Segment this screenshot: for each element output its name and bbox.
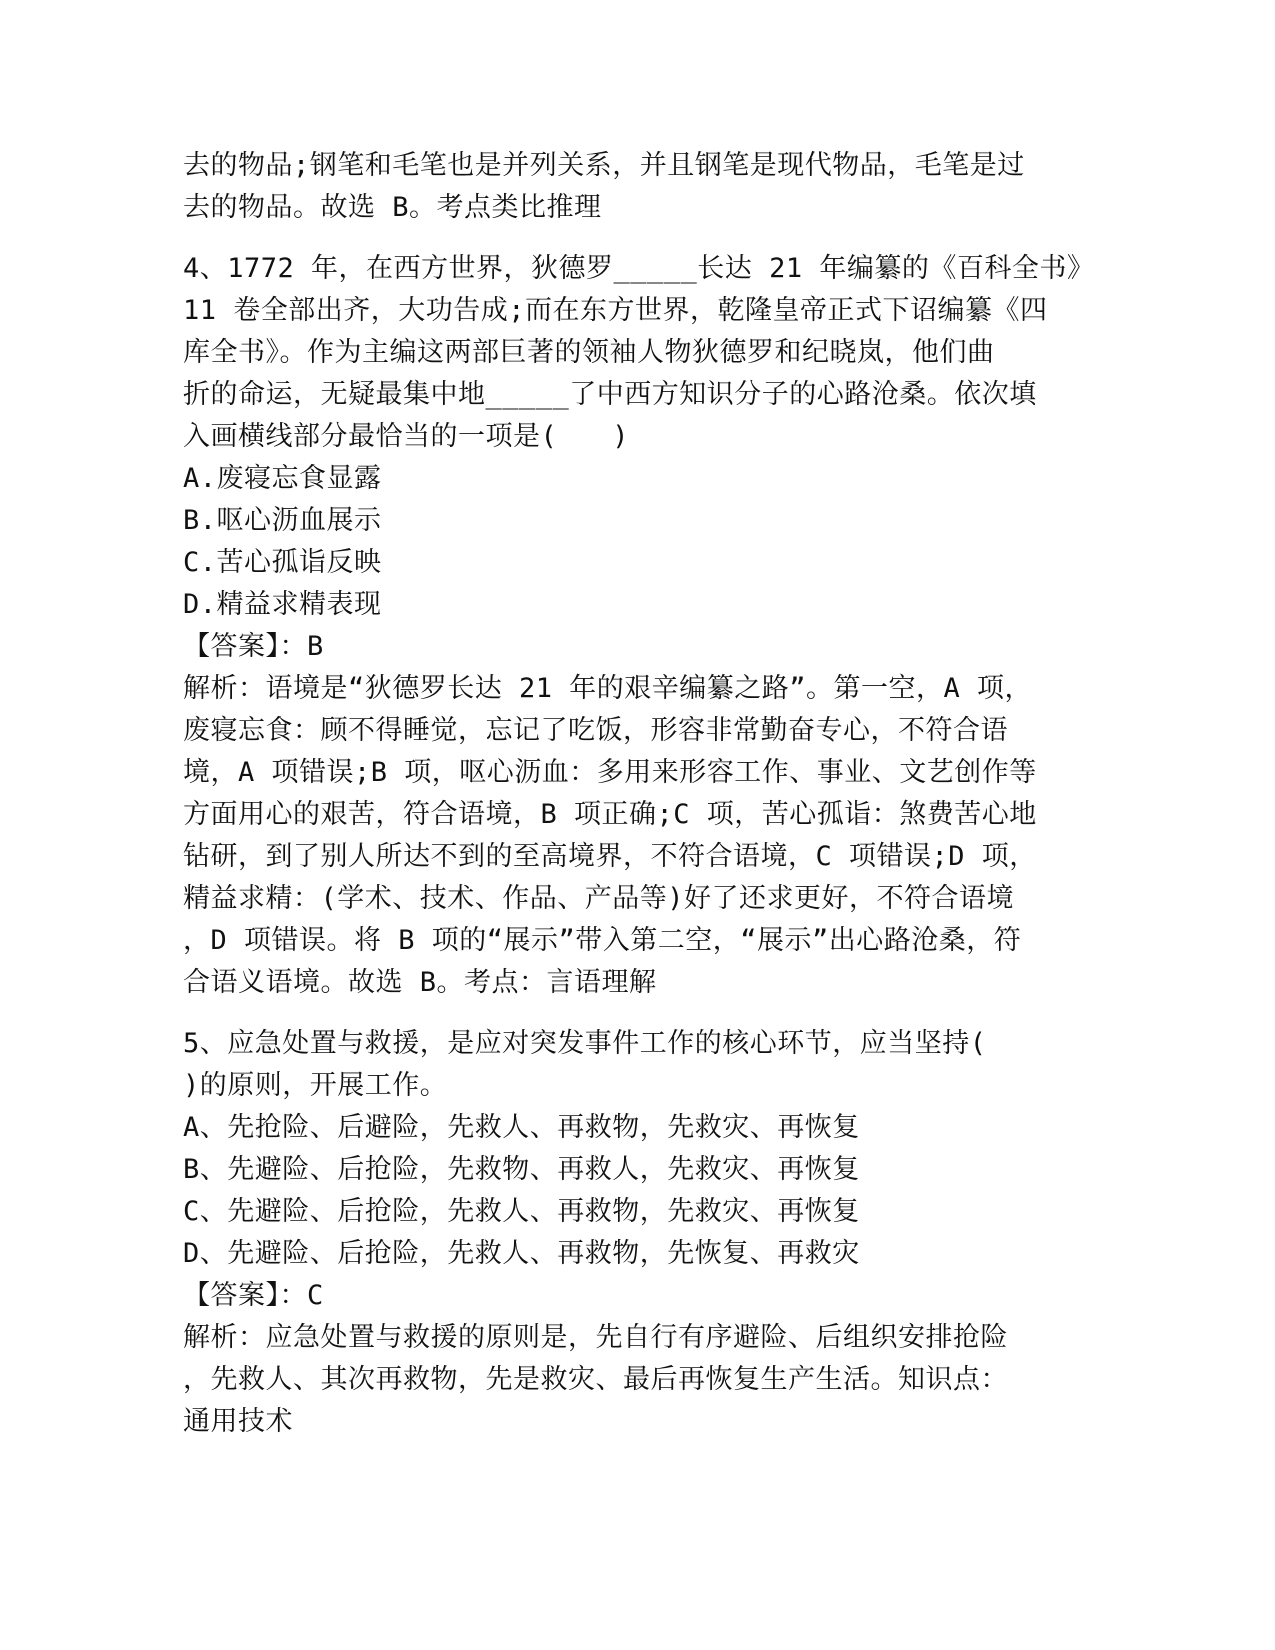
- analysis-line: 精益求精：(学术、技术、作品、产品等)好了还求更好，不符合语境: [183, 883, 1015, 914]
- analysis-line: 废寝忘食：顾不得睡觉，忘记了吃饭，形容非常勤奋专心，不符合语: [183, 715, 1008, 746]
- answer-label: 【答案】：B: [183, 631, 324, 662]
- option-b: B、先避险、后抢险，先救物、再救人，先救灾、再恢复: [183, 1154, 860, 1185]
- stem-line: )的原则，开展工作。: [183, 1070, 448, 1101]
- question-stem: [183, 248, 1095, 458]
- question-analysis: [183, 1317, 1053, 1443]
- question-analysis: [183, 668, 1053, 1004]
- previous-question-analysis-tail: [183, 145, 1053, 229]
- option-c: C.苦心孤诣反映: [183, 547, 382, 578]
- option-a: A.废寝忘食显露: [183, 463, 382, 494]
- question-5: [183, 1023, 1053, 1443]
- analysis-line: 通用技术: [183, 1406, 293, 1437]
- question-4: [183, 248, 1095, 1004]
- analysis-line: 境，A 项错误;B 项，呕心沥血：多用来形容工作、事业、文艺创作等: [183, 757, 1037, 788]
- analysis-line: 合语义语境。故选 B。考点：言语理解: [183, 967, 657, 998]
- option-a: A、先抢险、后避险，先救人、再救物，先救灾、再恢复: [183, 1112, 860, 1143]
- stem-line: 5、应急处置与救援，是应对突发事件工作的核心环节，应当坚持(: [183, 1028, 987, 1059]
- analysis-line: 去的物品;钢笔和毛笔也是并列关系，并且钢笔是现代物品，毛笔是过: [183, 150, 1025, 181]
- option-d: D.精益求精表现: [183, 589, 382, 620]
- stem-line: 11 卷全部出齐，大功告成;而在东方世界，乾隆皇帝正式下诏编纂《四: [183, 295, 1048, 326]
- option-b: B.呕心沥血展示: [183, 505, 382, 536]
- spacer: [183, 229, 1053, 248]
- analysis-line: 解析：语境是“狄德罗长达 21 年的艰辛编纂之路”。第一空，A 项，: [183, 673, 1033, 704]
- analysis-line: ，D 项错误。将 B 项的“展示”带入第二空，“展示”出心路沧桑，符: [183, 925, 1022, 956]
- analysis-line: 解析：应急处置与救援的原则是，先自行有序避险、后组织安排抢险: [183, 1322, 1008, 1353]
- analysis-line: 方面用心的艰苦，符合语境，B 项正确;C 项，苦心孤诣：煞费苦心地: [183, 799, 1037, 830]
- document-page: [183, 145, 1095, 1443]
- stem-line: 折的命运，无疑最集中地_____了中西方知识分子的心路沧桑。依次填: [183, 379, 1037, 410]
- question-options: [183, 458, 1053, 626]
- spacer: [183, 1004, 1053, 1023]
- analysis-line: 钻研，到了别人所达不到的至高境界，不符合语境，C 项错误;D 项，: [183, 841, 1037, 872]
- answer-label: 【答案】：C: [183, 1280, 324, 1311]
- question-options: [183, 1107, 1053, 1275]
- stem-line: 库全书》。作为主编这两部巨著的领袖人物狄德罗和纪晓岚，他们曲: [183, 337, 995, 368]
- stem-line: 入画横线部分最恰当的一项是( ): [183, 421, 630, 452]
- option-d: D、先避险、后抢险，先救人、再救物，先恢复、再救灾: [183, 1238, 860, 1269]
- question-stem: [183, 1023, 1053, 1107]
- analysis-line: ，先救人、其次再救物，先是救灾、最后再恢复生产生活。知识点：: [183, 1364, 1008, 1395]
- option-c: C、先避险、后抢险，先救人、再救物，先救灾、再恢复: [183, 1196, 860, 1227]
- analysis-line: 去的物品。故选 B。考点类比推理: [183, 192, 602, 223]
- stem-line: 4、1772 年，在西方世界，狄德罗_____长达 21 年编纂的《百科全书》: [183, 253, 1095, 284]
